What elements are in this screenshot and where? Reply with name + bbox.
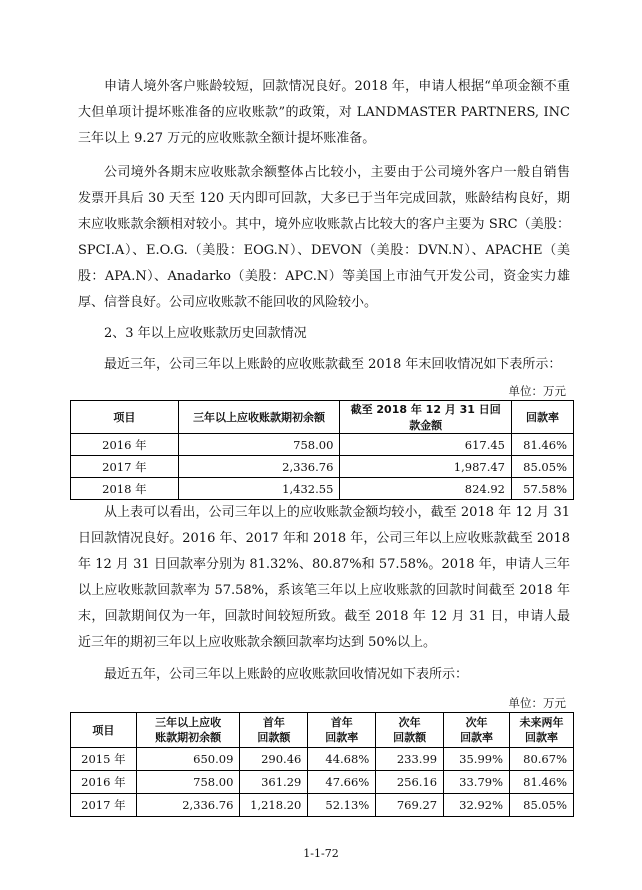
table-header-cell: 次年 回款率 [444,713,510,748]
table-cell: 2,336.76 [136,794,240,817]
table-cell: 85.05% [512,456,574,478]
table-cell: 650.09 [136,748,240,771]
table-cell: 57.58% [512,478,574,500]
table-cell: 52.13% [308,794,376,817]
table-cell: 256.16 [376,771,444,794]
table-five-year-recovery [70,712,574,817]
table-cell: 1,218.20 [240,794,308,817]
table-cell: 2016 年 [71,771,137,794]
table-header-cell: 首年 回款额 [240,713,308,748]
section-heading: 2、3 年以上应收账款历史回款情况 [104,326,307,341]
table-cell: 824.92 [340,478,512,500]
table-cell: 758.00 [178,434,340,456]
table-row [71,478,574,500]
table-cell: 81.46% [510,771,574,794]
table-header-cell: 项目 [71,713,137,748]
table2-unit-label: 单位：万元 [508,696,566,710]
table-cell: 2017 年 [71,794,137,817]
table-header-row [71,401,574,434]
table-cell: 361.29 [240,771,308,794]
table-row [71,771,574,794]
table-header-cell: 回款率 [512,401,574,434]
table-cell: 1,987.47 [340,456,512,478]
table-cell: 33.79% [444,771,510,794]
table-cell: 233.99 [376,748,444,771]
table-cell: 2018 年 [71,478,179,500]
table-cell: 617.45 [340,434,512,456]
table-cell: 32.92% [444,794,510,817]
paragraph-overseas-aging: 申请人境外客户账龄较短，回款情况良好。2018 年，申请人根据“单项金额不重大但单项计提坏账准备的应收账款”的政策，对 LANDMASTER PARTNERS, INC 三年以上 9.27 万元的应收账款全额计提坏账准备。 [78,79,570,146]
table-header-row [71,713,574,748]
table-cell: 2017 年 [71,456,179,478]
table-cell: 47.66% [308,771,376,794]
table-cell: 290.46 [240,748,308,771]
paragraph-overseas-balance: 公司境外各期末应收账款余额整体占比较小，主要由于公司境外客户一般自销售发票开具后 30 天至 120 天内即可回款，大多已于当年完成回款，账龄结构良好，期末应收账款余额相对较小。其中，境外应收账款占比较大的客户主要为 SRC（美股：SPCI.A）、E.O.G.（美股：EOG.N）、DEVON（美股：DVN.N）、APACHE（美股：APA.N）、Anadarko（美股：APC.N）等美国上市油气开发公司，资金实力雄厚、信誉良好。公司应收账款不能回收的风险较小。 [78,165,570,310]
paragraph-table2-intro: 最近五年，公司三年以上账龄的应收账款回收情况如下表所示： [104,667,469,682]
table-row [71,794,574,817]
table-row [71,434,574,456]
table-cell: 769.27 [376,794,444,817]
table-header-cell: 截至 2018 年 12 月 31 日回款金额 [340,401,512,434]
table-cell: 758.00 [136,771,240,794]
table-cell: 35.99% [444,748,510,771]
paragraph-table1-analysis: 从上表可以看出，公司三年以上的应收账款金额均较小，截至 2018 年 12 月 31 日回款情况良好。2016 年、2017 年和 2018 年，公司三年以上应收账款截至 2018 年 12 月 31 日回款率分别为 81.32%、80.87%和 57.58%。2018 年，申请人三年以上应收账款回款率为 57.58%，系该笔三年以上应收账款的回款时间截至 2018 年末，回款期间仅为一年，回款时间较短所致。截至 2018 年 12 月 31 日，申请人最近三年的期初三年以上应收账款余额回款率均达到 50%以上。 [78,505,570,650]
table-cell: 85.05% [510,794,574,817]
table-cell: 2016 年 [71,434,179,456]
table-header-cell: 未来两年 回款率 [510,713,574,748]
table-header-cell: 首年 回款率 [308,713,376,748]
table-cell: 2015 年 [71,748,137,771]
table-header-cell: 项目 [71,401,179,434]
paragraph-table1-intro: 最近三年，公司三年以上账龄的应收账款截至 2018 年末回收情况如下表所示： [104,357,562,372]
table-row [71,748,574,771]
table-header-cell: 次年 回款额 [376,713,444,748]
table-three-year-recovery [70,400,574,500]
table-header-cell: 三年以上应收账款期初余额 [178,401,340,434]
table-cell: 80.67% [510,748,574,771]
table-cell: 2,336.76 [178,456,340,478]
page-number: 1-1-72 [303,847,339,860]
table-header-cell: 三年以上应收 账款期初余额 [136,713,240,748]
table-cell: 81.46% [512,434,574,456]
table-row [71,456,574,478]
table-cell: 44.68% [308,748,376,771]
table1-unit-label: 单位：万元 [508,384,566,398]
table-cell: 1,432.55 [178,478,340,500]
